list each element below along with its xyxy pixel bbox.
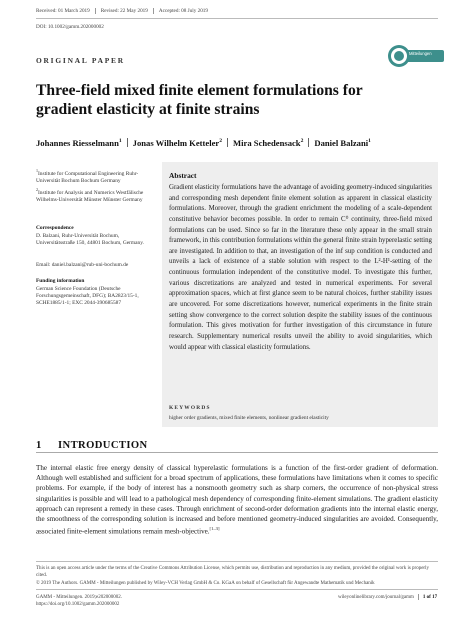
author-name[interactable]: Jonas Wilhelm Ketteler bbox=[132, 138, 220, 148]
divider bbox=[95, 8, 96, 14]
revised-date: Revised: 22 May 2019 bbox=[100, 8, 148, 15]
author-name[interactable]: Johannes Riesselmann bbox=[36, 138, 119, 148]
section-rule bbox=[36, 452, 438, 453]
citation[interactable]: [1–3] bbox=[209, 526, 220, 532]
correspondence-address: D. Balzani, Ruhr-Universität Bochum, Universitätsstraße 150, 44801 Bochum, Germany. bbox=[36, 233, 144, 247]
author-affiliation-mark: 1 bbox=[368, 138, 371, 145]
journal-name: GAMM - Mitteilungen. 2019;e202000002. bbox=[36, 595, 122, 600]
page-info bbox=[338, 594, 437, 600]
affiliation-1: $^1$Institute for Computational Engineering Ruhr-Universität Bochum Bochum Germany bbox=[36, 168, 139, 184]
author-affiliation-mark: 1 bbox=[118, 138, 122, 145]
footer-rule bbox=[36, 561, 438, 562]
section-number: 1 bbox=[36, 440, 42, 451]
journal-citation bbox=[36, 594, 122, 608]
author-name[interactable]: Mira Schedensack bbox=[233, 138, 301, 148]
journal-doi[interactable]: https://doi.org/10.1002/gamm.202000002 bbox=[36, 602, 120, 607]
accepted-date: Accepted: 08 July 2019 bbox=[158, 8, 208, 15]
affiliation-2: $^2$Institute for Analysis and Numerics Westfälische Wilhelms-Universität Münster Münster Germany bbox=[36, 187, 144, 203]
license-note: This is an open access article under the terms of the Creative Commons Attribution License, which permits use, distribution and reproduction in any medium, provided the original work is properly cited. bbox=[36, 566, 429, 578]
received-date: Received: 01 March 2019 bbox=[36, 8, 90, 15]
section-title: INTRODUCTION bbox=[58, 440, 148, 451]
footer-rule bbox=[36, 589, 438, 590]
funding-heading: Funding information bbox=[36, 278, 85, 284]
abstract-heading: Abstract bbox=[169, 171, 197, 180]
correspondence-heading: Correspondence bbox=[36, 225, 74, 231]
author-affiliation-mark: 2 bbox=[219, 138, 223, 145]
paper-type: ORIGINAL PAPER bbox=[36, 56, 125, 65]
copyright-note: © 2019 The Authors. GAMM - Mitteilungen published by Wiley-VCH Verlag GmbH & Co. KGaA on behalf of Gesellschaft für Angewandte Mathematik und Mechanik bbox=[36, 581, 375, 586]
header-rule bbox=[36, 18, 438, 19]
page-number: 1 of 17 bbox=[422, 595, 438, 601]
abstract-text: Gradient elasticity formulations have the advantage of avoiding geometry-induced singularities and corresponding mesh dependent finite element solution as apparent in classical elasticity formulations. Moreover, through the gradient enrichment the modeling of a scale-dependent constitutive behavior becomes possible. In order to remain C⁰ continuity, three-field mixed formulations can be used. Since so far in the literature these only appear in the small strain framework, in this contribution formulations within the general finite strain hyperelastic setting are investigated. In addition to that, an investigation of the inf sup condition is conducted and unveils a lack of existence of a stable solution with respect to the L²-H¹-setting of the continuous formulation independent of the constitutive model. To investigate this further, various discretizations are analyzed and tested in numerical experiments. For several approximation spaces, which at first glance seem to be natural choices, further stability issues are uncovered. For some discretizations however, numerical experiments in the finite strain setting show convergence to the correct solution despite the stability issues of the continuous formulation. This gives motivation for further investigation of this circumstance in future research. Supplementary numerical results unveil the ability to avoid singularities, which would appear with classical elasticity formulations. bbox=[169, 184, 432, 351]
paper-title: Three-field mixed finite element formulations for gradient elasticity at finite strains bbox=[36, 82, 363, 118]
doi[interactable]: DOI: 10.1002/gamm.202000002 bbox=[36, 24, 104, 30]
gamm-logo: Mitteilungen bbox=[388, 45, 444, 67]
section-heading bbox=[36, 440, 148, 451]
funding-info: German Science Foundation (Deutsche Forschungsgemeinschaft, DFG); BA2823/15-1, SCHE1885/1-1; EXC 2044-390685587 bbox=[36, 286, 139, 307]
keywords-text: higher order gradients, mixed finite elements, nonlinear gradient elasticity bbox=[169, 415, 329, 421]
divider bbox=[153, 8, 154, 14]
journal-website[interactable]: wileyonlinelibrary.com/journal/gamm bbox=[338, 595, 414, 601]
article-dates bbox=[36, 8, 208, 14]
author-name[interactable]: Daniel Balzani bbox=[314, 138, 369, 148]
keywords-heading: KEYWORDS bbox=[169, 405, 211, 411]
correspondence-email[interactable]: Email: daniel.balzani@rub-uni-bochum.de bbox=[36, 262, 129, 268]
introduction-text: The internal elastic free energy density of classical hyperelastic formulations is a function of the first-order gradient of deformation. Although well established and sufficient for a broad spectrum of applications, these formulations have limitations when it comes to specific problems. For example, if the body of interest has a nonsmooth geometry such as sharp corners, the occurrence of non-physical stress singularities is possible and will lead to a pathological mesh dependency of corresponding finite-element simulations. The gradient elasticity approach can represent a remedy in these cases. Through enrichment of second-order deformation gradients into the internal elastic energy, the smoothness of the corresponding solution is increased and before mentioned geometry-induced singularities are avoided. Consequently, associated finite-element simulations remain mesh-objective.[1–3] bbox=[36, 464, 438, 536]
author-affiliation-mark: 2 bbox=[300, 138, 304, 145]
author-list bbox=[36, 138, 371, 148]
